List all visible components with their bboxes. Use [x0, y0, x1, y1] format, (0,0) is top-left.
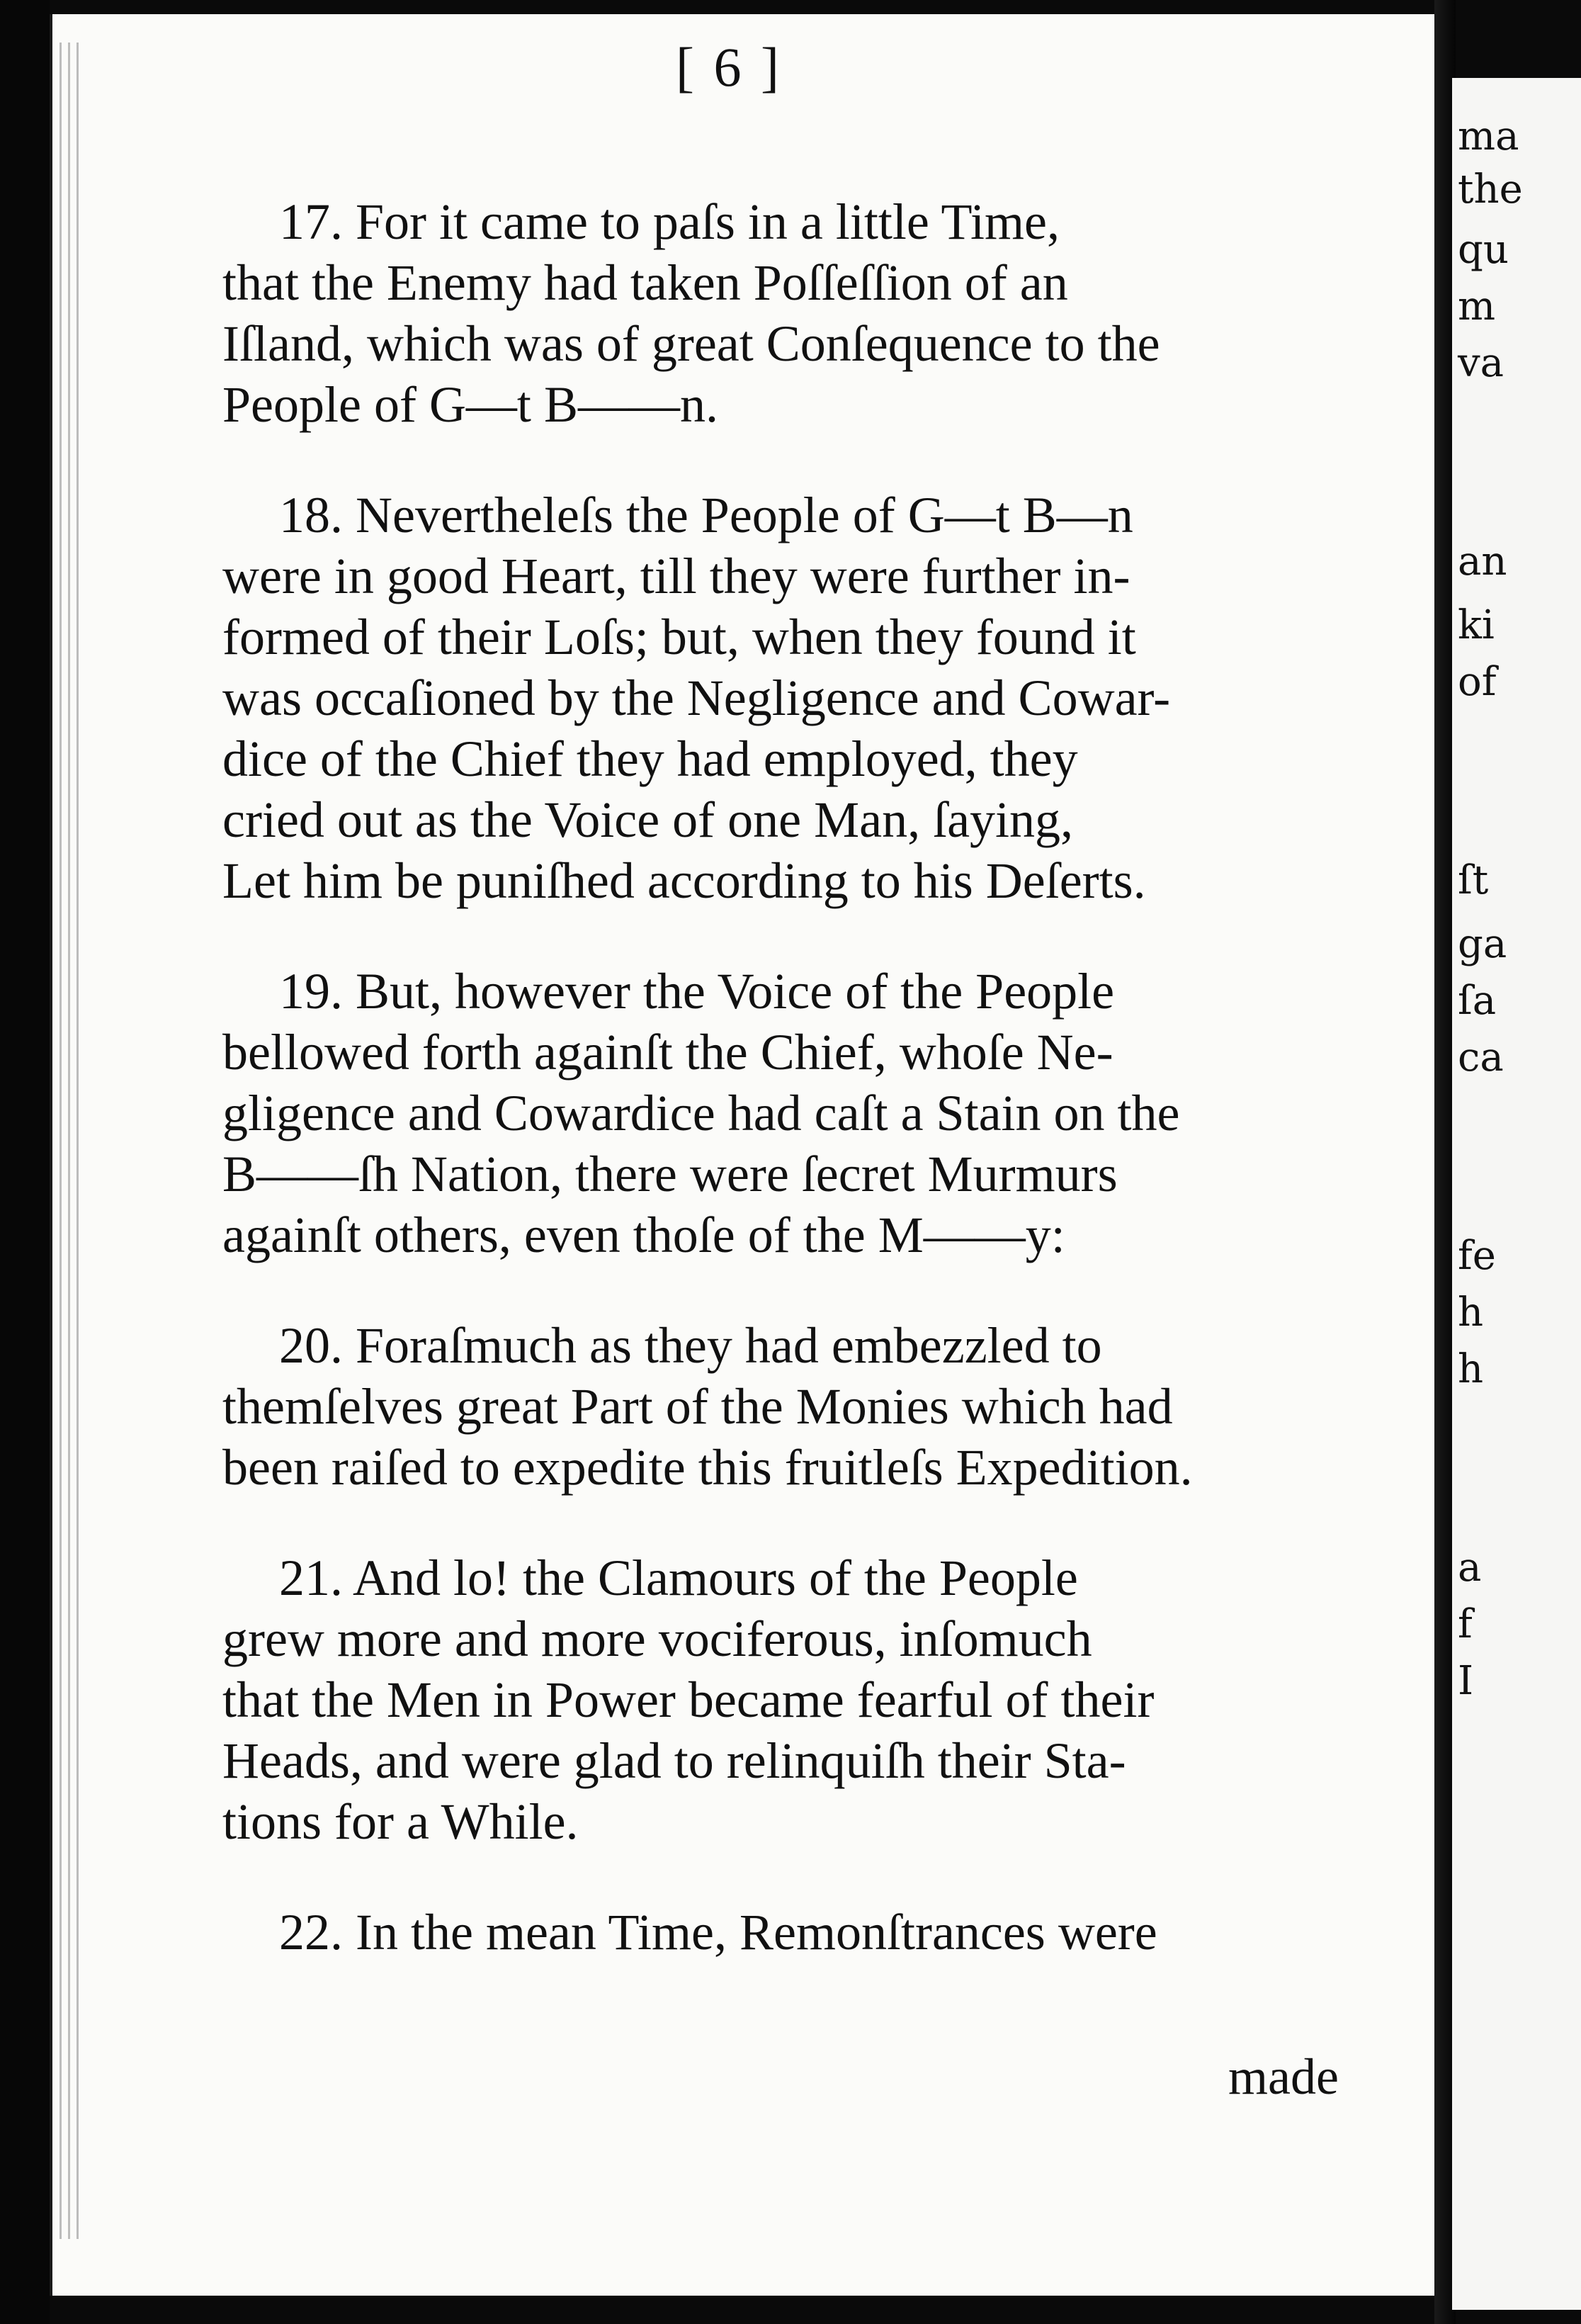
page-edge-line: [60, 43, 62, 2239]
right-page-text: m: [1458, 283, 1496, 329]
right-page-text: va: [1458, 340, 1504, 386]
text-line: 17. For it came to paſs in a little Time,: [279, 193, 1060, 250]
right-page-text: qu: [1458, 227, 1509, 273]
right-page-text: fe: [1458, 1233, 1496, 1279]
right-page-text: the: [1458, 167, 1523, 213]
right-page-text: ga: [1458, 921, 1507, 967]
text-line: 19. But, however the Voice of the People: [279, 963, 1115, 1020]
text-line: againſt others, even thoſe of the M——y:: [222, 1207, 1065, 1263]
right-page-text: a: [1458, 1545, 1482, 1591]
text-line: 18. Nevertheleſs the People of G—t B—n: [279, 487, 1133, 543]
text-line: grew more and more vociferous, inſomuch: [222, 1611, 1092, 1667]
text-line: formed of their Loſs; but, when they found it: [222, 609, 1136, 665]
paragraph-20: [222, 1315, 1370, 1498]
right-page-text: ſa: [1458, 978, 1497, 1024]
text-line: were in good Heart, till they were further in-: [222, 548, 1130, 604]
text-line: been raiſed to expedite this fruitleſs Expedition.: [222, 1439, 1193, 1496]
right-page-text: h: [1458, 1290, 1484, 1336]
right-page-text: ca: [1458, 1034, 1504, 1081]
right-page-text: ki: [1458, 602, 1495, 648]
right-page-text: I: [1458, 1658, 1474, 1704]
text-line: that the Enemy had taken Poſſeſſion of an: [222, 254, 1068, 311]
text-line: People of G—t B——n.: [222, 376, 718, 433]
text-line: B——ſh Nation, there were ſecret Murmurs: [222, 1146, 1118, 1202]
paragraph-21: [222, 1547, 1370, 1852]
text-line: was occaſioned by the Negligence and Cowar-: [222, 670, 1171, 726]
right-page-text: of: [1458, 659, 1497, 705]
text-line: themſelves great Part of the Monies which had: [222, 1378, 1173, 1435]
text-line: tions for a While.: [222, 1793, 579, 1850]
body-text: [222, 191, 1370, 1963]
text-line: 20. Foraſmuch as they had embezzled to: [279, 1317, 1102, 1374]
text-line: gligence and Cowardice had caſt a Stain on the: [222, 1085, 1180, 1141]
paragraph-17: [222, 191, 1370, 435]
text-line: 21. And lo! the Clamours of the People: [279, 1550, 1078, 1606]
left-page: [50, 14, 1437, 2296]
text-line: Heads, and were glad to relinquiſh their Sta-: [222, 1732, 1126, 1789]
paragraph-18: [222, 485, 1370, 911]
right-page-text: an: [1458, 538, 1507, 585]
right-page-text: h: [1458, 1346, 1484, 1392]
page-edge-line: [68, 43, 70, 2239]
page-edge-line: [76, 43, 79, 2239]
right-page-text: ſt: [1458, 857, 1489, 903]
text-line: dice of the Chief they had employed, they: [222, 731, 1078, 787]
right-page-text: f: [1458, 1601, 1473, 1647]
page-number: [ 6 ]: [676, 36, 782, 98]
right-page-fragment: [1452, 78, 1581, 2310]
binding-gutter: [0, 0, 50, 2324]
text-line: Let him be puniſhed according to his Deſerts.: [222, 852, 1146, 909]
text-line: 22. In the mean Time, Remonſtrances were: [279, 1904, 1157, 1961]
text-line: Iſland, which was of great Conſequence to the: [222, 315, 1160, 372]
text-line: bellowed forth againſt the Chief, whoſe Ne-: [222, 1024, 1114, 1081]
paragraph-22: [222, 1902, 1370, 1963]
text-line: cried out as the Voice of one Man, ſaying,: [222, 791, 1074, 848]
right-page-text: ma: [1458, 113, 1519, 159]
catchword: made: [1228, 2048, 1339, 2105]
paragraph-19: [222, 961, 1370, 1265]
text-line: that the Men in Power became fearful of their: [222, 1671, 1155, 1728]
